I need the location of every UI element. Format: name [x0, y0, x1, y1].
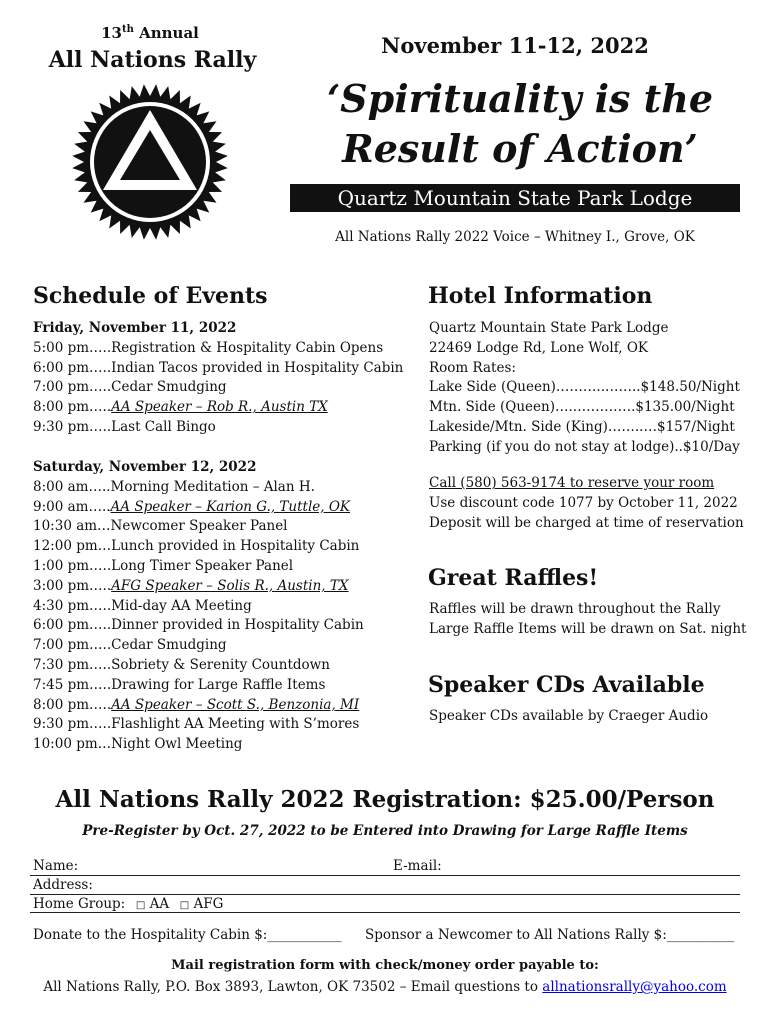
hotel-line: 22469 Lodge Rd, Lone Wolf, OK	[429, 339, 649, 356]
schedule-event: Last Call Bingo	[111, 418, 216, 435]
speaker-event: AFG Speaker – Solis R., Austin, TX	[111, 577, 349, 594]
schedule-item	[33, 696, 413, 716]
schedule-item	[33, 378, 413, 398]
home-group-field	[33, 896, 223, 912]
schedule-time: 10:00 pm…	[33, 736, 112, 753]
schedule-item	[33, 656, 413, 676]
email-label: E-mail:	[393, 858, 442, 874]
schedule-item	[33, 359, 413, 379]
schedule-item	[33, 616, 413, 636]
home-group-line[interactable]	[30, 912, 740, 913]
schedule-item	[33, 498, 413, 518]
schedule-time: 5:00 pm…..	[33, 339, 112, 356]
venue-banner: Quartz Mountain State Park Lodge	[290, 184, 740, 212]
schedule-time: 7:45 pm…..	[33, 676, 112, 693]
schedule-event: Lunch provided in Hospitality Cabin	[111, 538, 360, 555]
schedule-item	[33, 537, 413, 557]
donate-field[interactable]: Donate to the Hospitality Cabin $:___________	[33, 927, 342, 943]
schedule-heading: Schedule of Events	[33, 283, 268, 309]
schedule-event: Morning Meditation – Alan H.	[110, 478, 315, 495]
saturday-heading: Saturday, November 12, 2022	[33, 459, 257, 475]
schedule-event: Newcomer Speaker Panel	[110, 518, 288, 535]
name-label: Name:	[33, 858, 79, 874]
schedule-item	[33, 398, 413, 418]
schedule-event: Cedar Smudging	[111, 637, 227, 654]
rally-voice: All Nations Rally 2022 Voice – Whitney I., Grove, OK	[335, 229, 695, 245]
address-line[interactable]	[30, 894, 740, 895]
schedule-time: 6:00 pm…..	[33, 359, 112, 376]
mail-heading: Mail registration form with check/money order payable to:	[171, 958, 599, 973]
hotel-line: Parking (if you do not stay at lodge)..$10/Day	[429, 438, 740, 455]
theme-title	[300, 74, 740, 174]
hotel-heading: Hotel Information	[428, 283, 653, 309]
schedule-item	[33, 418, 413, 438]
schedule-item	[33, 735, 413, 755]
schedule-item	[33, 557, 413, 577]
schedule-event: Drawing for Large Raffle Items	[111, 676, 326, 693]
aa-checkbox[interactable]: □	[129, 900, 146, 911]
reservation-info	[429, 474, 749, 533]
schedule-time: 6:00 pm…..	[33, 617, 112, 634]
address-label: Address:	[33, 877, 93, 893]
schedule-event: Night Owl Meeting	[111, 736, 243, 753]
raffle-line: Large Raffle Items will be drawn on Sat. night	[429, 620, 747, 637]
schedule-item	[33, 577, 413, 597]
raffles-info	[429, 600, 749, 640]
rally-name: All Nations Rally	[48, 47, 257, 73]
schedule-event: Long Timer Speaker Panel	[111, 557, 294, 574]
deposit-note: Deposit will be charged at time of reservation	[429, 514, 744, 531]
friday-heading: Friday, November 11, 2022	[33, 320, 237, 336]
hotel-line: Mtn. Side (Queen)…..………….$135.00/Night	[429, 399, 735, 416]
mail-address	[0, 979, 770, 995]
aa-option-label: AA	[149, 896, 170, 912]
schedule-time: 7:30 pm…..	[33, 656, 112, 673]
schedule-time: 7:00 pm…..	[33, 379, 112, 396]
reserve-phone-link[interactable]: Call (580) 563-9174 to reserve your room	[429, 475, 715, 491]
afg-option-label: AFG	[193, 896, 224, 912]
schedule-time: 9:30 pm…..	[33, 716, 112, 733]
hotel-line: Room Rates:	[429, 359, 516, 376]
schedule-item	[33, 636, 413, 656]
schedule-time: 8:00 am…..	[33, 478, 111, 495]
schedule-time: 12:00 pm…	[33, 538, 112, 555]
raffles-heading: Great Raffles!	[428, 565, 599, 591]
speaker-event: AA Speaker – Karion G., Tuttle, OK	[110, 498, 351, 515]
cds-heading: Speaker CDs Available	[428, 672, 705, 698]
speaker-event: AA Speaker – Scott S., Benzonia, MI	[111, 696, 360, 713]
schedule-time: 10:30 am…	[33, 518, 111, 535]
afg-checkbox[interactable]: □	[173, 900, 190, 911]
schedule-item	[33, 597, 413, 617]
email-link[interactable]: allnationsrally@yahoo.com	[542, 979, 727, 995]
friday-schedule	[33, 319, 413, 438]
schedule-item	[33, 676, 413, 696]
schedule-event: Dinner provided in Hospitality Cabin	[111, 617, 364, 634]
schedule-event: Flashlight AA Meeting with S’mores	[111, 716, 360, 733]
speaker-event: AA Speaker – Rob R., Austin TX	[111, 399, 328, 416]
schedule-time: 9:00 am…..	[33, 498, 111, 515]
registration-title: All Nations Rally 2022 Registration: $25.00/Person	[55, 786, 715, 813]
sponsor-field[interactable]: Sponsor a Newcomer to All Nations Rally $:__________	[365, 927, 735, 943]
schedule-time: 4:30 pm…..	[33, 597, 112, 614]
hotel-line: Lakeside/Mtn. Side (King)……..…$157/Night	[429, 418, 735, 435]
schedule-time: 7:00 pm…..	[33, 637, 112, 654]
circle-triangle-logo	[70, 82, 230, 242]
home-group-label: Home Group:	[33, 896, 126, 912]
event-date: November 11-12, 2022	[381, 33, 649, 58]
registration-subtitle: Pre-Register by Oct. 27, 2022 to be Entered into Drawing for Large Raffle Items	[82, 823, 688, 839]
theme-line-2: Result of Action’	[342, 126, 698, 171]
schedule-item	[33, 517, 413, 537]
schedule-event: Indian Tacos provided in Hospitality Cabin	[111, 359, 404, 376]
schedule-item	[33, 715, 413, 735]
hotel-line: Lake Side (Queen)………..……..$148.50/Night	[429, 379, 740, 396]
annual-label: 13th Annual	[101, 24, 199, 42]
discount-code: Use discount code 1077 by October 11, 2022	[429, 494, 738, 511]
schedule-event: Cedar Smudging	[111, 379, 227, 396]
schedule-event: Sobriety & Serenity Countdown	[111, 656, 330, 673]
schedule-item	[33, 478, 413, 498]
schedule-time: 9:30 pm…..	[33, 418, 112, 435]
hotel-info	[429, 319, 749, 458]
saturday-schedule	[33, 458, 413, 755]
schedule-time: 8:00 pm…..	[33, 399, 112, 416]
schedule-time: 8:00 pm…..	[33, 696, 112, 713]
schedule-item	[33, 339, 413, 359]
schedule-time: 3:00 pm…..	[33, 577, 112, 594]
theme-line-1: ‘Spirituality is the	[326, 76, 714, 121]
hotel-line: Quartz Mountain State Park Lodge	[429, 320, 669, 336]
schedule-event: Registration & Hospitality Cabin Opens	[111, 339, 384, 356]
schedule-time: 1:00 pm…..	[33, 557, 112, 574]
name-email-line[interactable]	[30, 875, 740, 876]
mail-address-text: All Nations Rally, P.O. Box 3893, Lawton, OK 73502 – Email questions to	[43, 979, 543, 995]
raffle-line: Raffles will be drawn throughout the Rally	[429, 601, 721, 617]
cds-info: Speaker CDs available by Craeger Audio	[429, 708, 709, 724]
schedule-event: Mid-day AA Meeting	[111, 597, 252, 614]
